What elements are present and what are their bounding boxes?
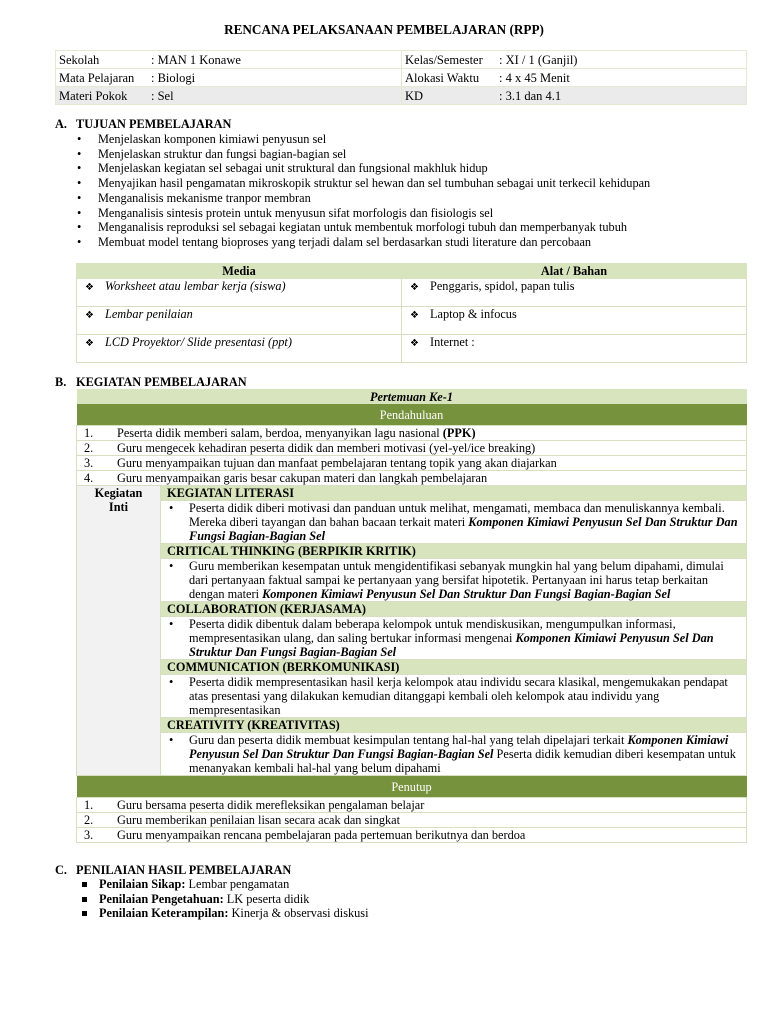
subheading: CRITICAL THINKING (BERPIKIR KRITIK) xyxy=(161,544,747,559)
assessment-list xyxy=(79,877,368,921)
list-item: • Menjelaskan komponen kimiawi penyusun sel xyxy=(76,132,650,147)
identity-row xyxy=(56,51,747,69)
meeting-label: Pertemuan Ke-1 xyxy=(77,389,747,404)
objectives-list xyxy=(76,132,650,250)
list-item: Penilaian Pengetahuan: LK peserta didik xyxy=(79,892,368,907)
section-title: PENILAIAN HASIL PEMBELAJARAN xyxy=(76,863,292,877)
diamond-bullet-icon: ❖ xyxy=(410,338,419,349)
section-letter: B. xyxy=(55,375,67,389)
activity-text: • Guru dan peserta didik membuat kesimpulan tentang hal-hal yang telah dipelajari terkait Komponen Kimiawi Penyusun Sel Dan Struktur Dan Fungsi Bagian-Bagian Sel Peserta didik kemudian diberi kesempatan untuk menanyakan kembali hal-hal yang belum dipahami xyxy=(161,733,747,776)
table-row xyxy=(77,335,747,363)
list-item: • Menganalisis reproduksi sel sebagai kegiatan untuk membentuk morfologi tubuh dan memperbanyak tubuh xyxy=(76,220,650,235)
document-title: RENCANA PELAKSANAAN PEMBELAJARAN (RPP) xyxy=(224,22,544,37)
column-header: Media xyxy=(77,264,402,279)
field-key: Materi Pokok xyxy=(59,88,128,103)
activities-table xyxy=(76,389,747,843)
field-value: : Biologi xyxy=(151,70,196,85)
table-row xyxy=(77,279,747,307)
media-table xyxy=(76,263,747,363)
diamond-bullet-icon: ❖ xyxy=(85,310,94,321)
table-row: 2. Guru memberikan penilaian lisan secara acak dan singkat xyxy=(77,813,747,828)
subheading: CREATIVITY (KREATIVITAS) xyxy=(161,718,747,733)
section-title: KEGIATAN PEMBELAJARAN xyxy=(76,375,247,389)
table-row: 2. Guru mengecek kehadiran peserta didik dan memberi motivasi (yel-yel/ice breaking) xyxy=(77,441,747,456)
list-item: • Menjelaskan struktur dan fungsi bagian-bagian sel xyxy=(76,147,650,162)
alat-item: Penggaris, spidol, papan tulis xyxy=(430,279,575,293)
section-a-heading xyxy=(55,117,231,132)
activity-text: • Peserta didik mempresentasikan hasil kerja kelompok atau individu secara klasikal, mengemukakan pendapat atas presentasi yang dilakukan kemudian ditanggapi kembali oleh kelompok atau individu yang mempresentasikan xyxy=(161,675,747,718)
table-row: 3. Guru menyampaikan rencana pembelajaran pada pertemuan berikutnya dan berdoa xyxy=(77,828,747,843)
column-header: Alat / Bahan xyxy=(402,264,747,279)
penutup-band: Penutup xyxy=(77,776,747,798)
section-b-heading xyxy=(55,375,247,390)
activity-text: • Peserta didik diberi motivasi dan panduan untuk melihat, mengamati, membaca dan menuliskannya kembali. Mereka diberi tayangan dan bahan bacaan terkait materi Komponen Kimiawi Penyusun Sel Dan Struktur Dan Fungsi Bagian-Bagian Sel xyxy=(161,501,747,544)
section-title: TUJUAN PEMBELAJARAN xyxy=(76,117,232,131)
field-value: : 3.1 dan 4.1 xyxy=(499,88,562,103)
field-value: : 4 x 45 Menit xyxy=(499,70,570,85)
table-row xyxy=(77,307,747,335)
list-item: • Menganalisis sintesis protein untuk menyusun sifat morfologis dan fisiologis sel xyxy=(76,206,650,221)
alat-item: Internet : xyxy=(430,335,475,349)
diamond-bullet-icon: ❖ xyxy=(410,310,419,321)
media-item: LCD Proyektor/ Slide presentasi (ppt) xyxy=(105,335,292,349)
field-key: Alokasi Waktu xyxy=(405,70,480,85)
identity-row xyxy=(56,87,747,105)
identity-row xyxy=(56,69,747,87)
subheading: KEGIATAN LITERASI xyxy=(161,486,747,501)
section-letter: A. xyxy=(55,117,67,131)
list-item: • Menyajikan hasil pengamatan mikroskopik struktur sel hewan dan sel tumbuhan sebagai unit terkecil kehidupan xyxy=(76,176,650,191)
diamond-bullet-icon: ❖ xyxy=(410,282,419,293)
diamond-bullet-icon: ❖ xyxy=(85,338,94,349)
list-item: Penilaian Sikap: Lembar pengamatan xyxy=(79,877,368,892)
identity-table xyxy=(55,50,747,105)
field-value: : XI / 1 (Ganjil) xyxy=(499,52,578,67)
table-row: 1. Peserta didik memberi salam, berdoa, menyanyikan lagu nasional (PPK) xyxy=(77,426,747,441)
kegiatan-inti-label: Kegiatan Inti xyxy=(77,486,161,776)
list-item: • Menganalisis mekanisme tranpor membran xyxy=(76,191,650,206)
subheading: COLLABORATION (KERJASAMA) xyxy=(161,602,747,617)
section-letter: C. xyxy=(55,863,67,877)
field-value: : Sel xyxy=(151,88,174,103)
field-key: Sekolah xyxy=(59,52,100,67)
media-item: Lembar penilaian xyxy=(105,307,193,321)
diamond-bullet-icon: ❖ xyxy=(85,282,94,293)
pendahuluan-band: Pendahuluan xyxy=(77,404,747,426)
list-item: Penilaian Keterampilan: Kinerja & observasi diskusi xyxy=(79,906,368,921)
list-item: • Menjelaskan kegiatan sel sebagai unit struktural dan fungsional makhluk hidup xyxy=(76,161,650,176)
table-row: 1. Guru bersama peserta didik merefleksikan pengalaman belajar xyxy=(77,798,747,813)
section-c-heading xyxy=(55,863,291,878)
media-item: Worksheet atau lembar kerja (siswa) xyxy=(105,279,286,293)
field-key: KD xyxy=(405,88,424,103)
field-key: Kelas/Semester xyxy=(405,52,483,67)
field-key: Mata Pelajaran xyxy=(59,70,135,85)
field-value: : MAN 1 Konawe xyxy=(151,52,241,67)
subheading: COMMUNICATION (BERKOMUNIKASI) xyxy=(161,660,747,675)
table-row: 3. Guru menyampaikan tujuan dan manfaat pembelajaran tentang topik yang akan diajarkan xyxy=(77,456,747,471)
list-item: • Membuat model tentang bioproses yang terjadi dalam sel berdasarkan studi literature dan percobaan xyxy=(76,235,650,250)
activity-text: • Guru memberikan kesempatan untuk mengidentifikasi sebanyak mungkin hal yang belum dipahami, dimulai dari pertanyaan faktual sampai ke pertanyaan yang bersifat hipotetik. Pertanyaan ini harus tetap berkaitan dengan materi Komponen Kimiawi Penyusun Sel Dan Struktur Dan Fungsi Bagian-Bagian Sel xyxy=(161,559,747,602)
alat-item: Laptop & infocus xyxy=(430,307,517,321)
activity-text: • Peserta didik dibentuk dalam beberapa kelompok untuk mendiskusikan, mengumpulkan informasi, mempresentasikan ulang, dan saling bertukar informasi mengenai Komponen Kimiawi Penyusun Sel Dan Struktur Dan Fungsi Bagian-Bagian Sel xyxy=(161,617,747,660)
table-row: 4. Guru menyampaikan garis besar cakupan materi dan langkah pembelajaran xyxy=(77,471,747,486)
